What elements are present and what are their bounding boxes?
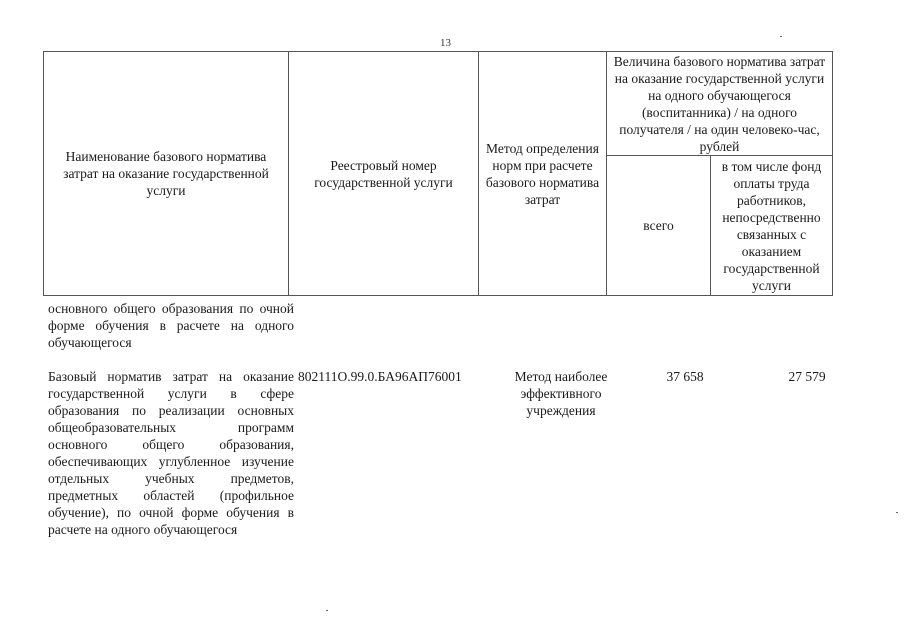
header-total-text: всего bbox=[643, 218, 674, 233]
row2-method: Метод наиболее эффективного учреждения bbox=[514, 369, 608, 418]
row2-registry-number: 802111О.99.0.БА96АП76001 bbox=[298, 369, 462, 384]
header-cell-value-group bbox=[607, 52, 833, 156]
header-cell-fund bbox=[711, 156, 833, 296]
header-name-text: Наименование базового норматива затрат на оказание государственной услуги bbox=[63, 149, 269, 198]
page-number: 13 bbox=[440, 37, 451, 49]
row2-total: 37 658 bbox=[666, 369, 704, 384]
header-method-text: Метод определения норм при расчете базового норматива затрат bbox=[485, 140, 600, 207]
header-cell-method bbox=[479, 52, 607, 296]
header-cell-total bbox=[607, 156, 711, 296]
row2-fund: 27 579 bbox=[788, 369, 826, 384]
scan-speck bbox=[780, 36, 782, 37]
header-fund-text: в том числе фонд оплаты труда работников, непосредственно связанных с оказанием государственной услуги bbox=[721, 158, 822, 293]
scan-speck bbox=[326, 610, 328, 611]
header-table bbox=[43, 51, 833, 296]
header-value-group-text: Величина базового норматива затрат на оказание государственной услуги на одного обучающегося (воспитанника) / на одного получателя / на один человеко-час, рублей bbox=[613, 53, 826, 154]
header-cell-name bbox=[44, 52, 289, 296]
row1-name: основного общего образования по очной форме обучения в расчете на одного обучающегося bbox=[48, 301, 294, 350]
scan-speck bbox=[896, 512, 898, 513]
header-cell-registry bbox=[289, 52, 479, 296]
row2-name: Базовый норматив затрат на оказание государственной услуги в сфере образования по реализации основных общеобразовательных программ основного общего образования, обеспечивающих углубленное изучение отдельных учебных предметов, предметных областей (профильное обучение), по очной форме обучения в расчете на одного обучающегося bbox=[48, 369, 294, 537]
header-registry-text: Реестровый номер государственной услуги bbox=[314, 157, 453, 190]
